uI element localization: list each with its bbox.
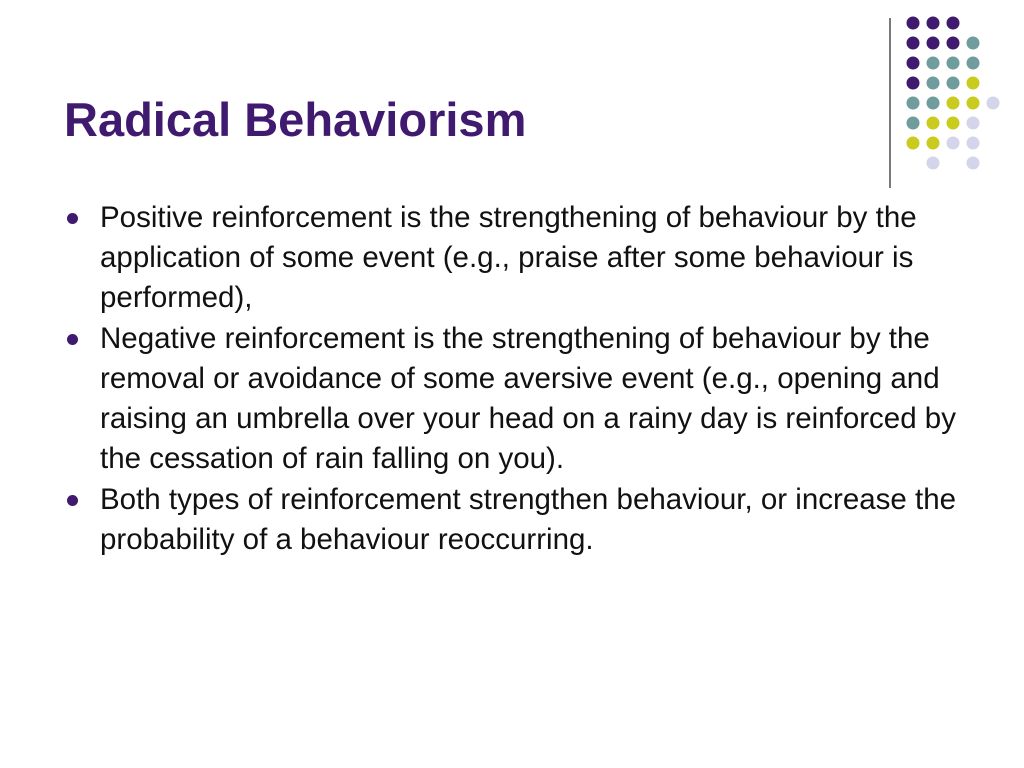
- bullet-dot-icon: [67, 495, 78, 506]
- bullet-dot-icon: [67, 334, 78, 345]
- vertical-divider: [889, 18, 891, 188]
- decor-dot-teal: [947, 77, 960, 90]
- decor-dot-teal: [927, 57, 940, 70]
- decor-dot-lavender: [967, 117, 980, 130]
- bullet-text: Positive reinforcement is the strengthening of behaviour by the application of some event (e.g., praise after some behaviour is performed),: [100, 201, 917, 314]
- decor-dot-lavender: [967, 137, 980, 150]
- decor-dot-purple: [907, 37, 920, 50]
- decor-dot-lavender: [987, 97, 1000, 110]
- decor-dot-lavender: [947, 137, 960, 150]
- bullet-list: [64, 198, 964, 561]
- decor-dot-purple: [927, 37, 940, 50]
- decor-dot-teal: [967, 37, 980, 50]
- decor-dot-purple: [947, 17, 960, 30]
- bullet-item-negative-reinforcement: [64, 319, 964, 479]
- decor-dot-yellow: [927, 117, 940, 130]
- decor-dot-purple: [907, 17, 920, 30]
- decor-dot-teal: [927, 77, 940, 90]
- decor-dot-teal: [907, 117, 920, 130]
- bullet-item-positive-reinforcement: [64, 198, 964, 318]
- decor-dot-teal: [967, 57, 980, 70]
- decor-dot-yellow: [967, 97, 980, 110]
- decor-dot-yellow: [967, 77, 980, 90]
- bullet-item-both-types: [64, 480, 964, 560]
- bullet-text: Both types of reinforcement strengthen behaviour, or increase the probability of a behaviour reoccurring.: [100, 483, 957, 556]
- slide-title: Radical Behaviorism: [64, 93, 527, 146]
- decor-dot-lavender: [927, 157, 940, 170]
- decor-dot-teal: [927, 97, 940, 110]
- decor-dot-yellow: [927, 137, 940, 150]
- decor-dot-purple: [947, 37, 960, 50]
- bullet-dot-icon: [67, 213, 78, 224]
- decor-dot-lavender: [967, 157, 980, 170]
- decor-dot-yellow: [947, 117, 960, 130]
- decor-dot-purple: [907, 77, 920, 90]
- decorative-dot-grid: [900, 10, 1000, 170]
- bullet-text: Negative reinforcement is the strengthening of behaviour by the removal or avoidance of some aversive event (e.g., opening and raising an umbrella over your head on a rainy day is reinforced by the cessation of rain falling on you).: [100, 322, 956, 475]
- decor-dot-yellow: [907, 137, 920, 150]
- decor-dot-purple: [927, 17, 940, 30]
- decor-dot-teal: [907, 97, 920, 110]
- decor-dot-purple: [907, 57, 920, 70]
- decor-dot-teal: [947, 57, 960, 70]
- decor-dot-yellow: [947, 97, 960, 110]
